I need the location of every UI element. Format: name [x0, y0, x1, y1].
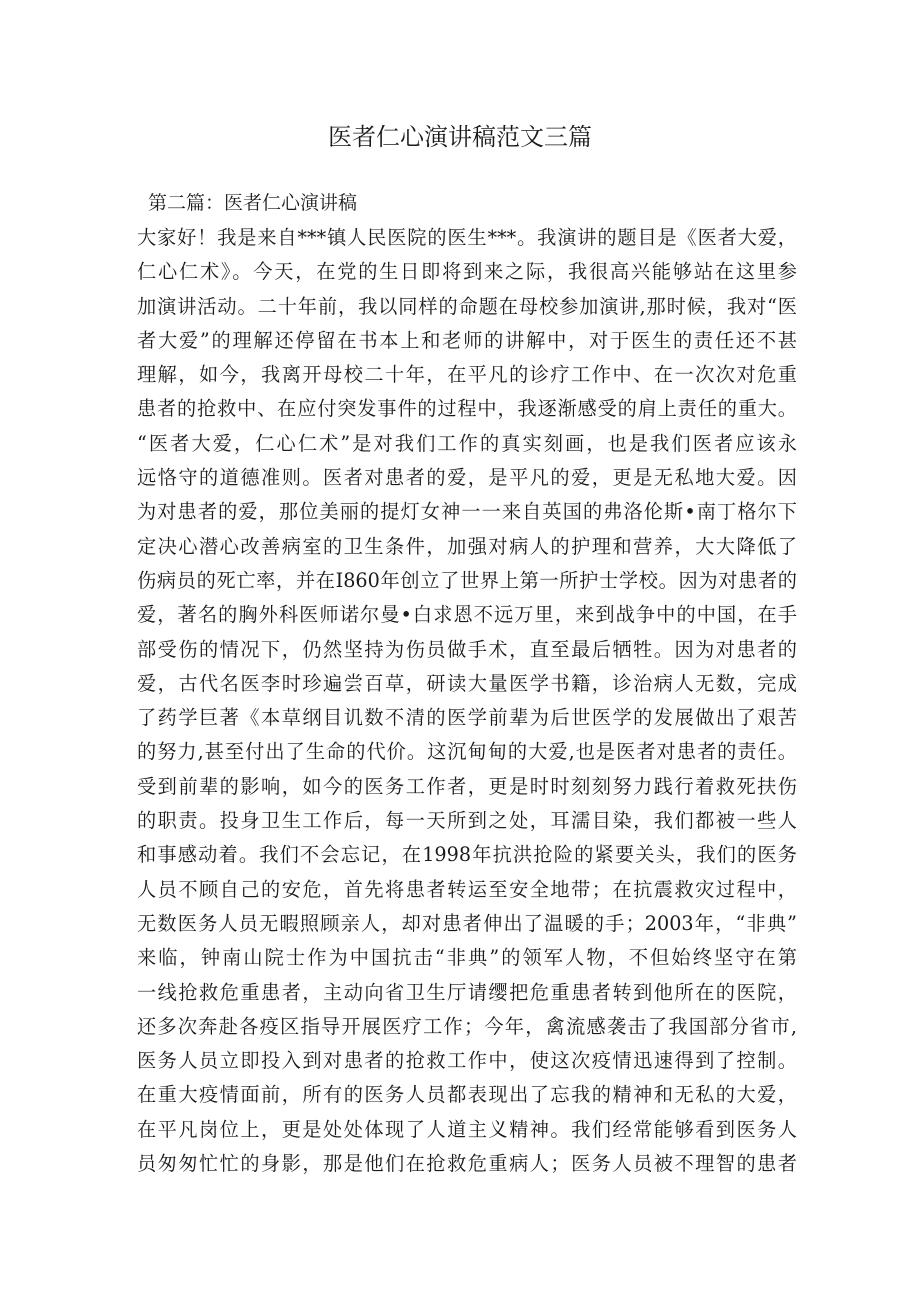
body-line: 在重大疫情面前，所有的医务人员都表现出了忘我的精神和无私的大爱， — [137, 1083, 797, 1107]
body-line: 受到前辈的影响，如今的医务工作者，更是时时刻刻努力践行着救死扶伤 — [137, 774, 797, 798]
body-line: 还多次奔赴各疫区指导开展医疗工作；今年，禽流感袭击了我国部分省市, — [137, 1014, 797, 1038]
body-line: 伤病员的死亡率，并在I860年创立了世界上第一所护士学校。因为对患者的 — [137, 568, 797, 592]
body-line: 的努力,甚至付出了生命的代价。这沉甸甸的大爱,也是医者对患者的责任。 — [137, 740, 797, 764]
body-line: 爱，古代名医李时珍遍尝百草，研读大量医学书籍，诊治病人无数，完成 — [137, 671, 797, 695]
body-line: 加演讲活动。二十年前，我以同样的命题在母校参加演讲,那时候，我对“医 — [137, 294, 797, 318]
body-line: 定决心潜心改善病室的卫生条件，加强对病人的护理和营养，大大降低了 — [137, 534, 797, 558]
body-line: 部受伤的情况下，仍然坚持为伤员做手术，直至最后牺牲。因为对患者的 — [137, 637, 797, 661]
body-line: 医务人员立即投入到对患者的抢救工作中，使这次疫情迅速得到了控制。 — [137, 1049, 797, 1073]
body-line: 患者的抢救中、在应付突发事件的过程中，我逐渐感受的肩上责任的重大。 — [137, 397, 797, 421]
body-line: 为对患者的爱，那位美丽的提灯女神一一来自英国的弗洛伦斯•南丁格尔下 — [137, 500, 797, 524]
body-line: 仁心仁术》。今天，在党的生日即将到来之际，我很高兴能够站在这里参 — [137, 260, 797, 284]
section-heading: 第二篇：医者仁心演讲稿 — [148, 192, 358, 214]
body-line: 者大爱”的理解还停留在书本上和老师的讲解中，对于医生的责任还不甚 — [137, 328, 797, 352]
document-body — [137, 221, 797, 1181]
body-line: 人员不顾自己的安危，首先将患者转运至安全地带；在抗震救灾过程中， — [137, 877, 797, 901]
body-line: 无数医务人员无暇照顾亲人，却对患者伸出了温暖的手；2003年，“非典” — [137, 911, 797, 935]
body-line: 了药学巨著《本草纲目讥数不清的医学前辈为后世医学的发展做出了艰苦 — [137, 706, 797, 730]
body-line: 的职责。投身卫生工作后，每一天所到之处，耳濡目染，我们都被一些人 — [137, 809, 797, 833]
body-line: 爱，著名的胸外科医师诺尔曼•白求恩不远万里，来到战争中的中国，在手 — [137, 603, 797, 627]
body-line: “医者大爱，仁心仁术”是对我们工作的真实刻画，也是我们医者应该永 — [137, 431, 797, 455]
body-line: 理解，如今，我离开母校二十年，在平凡的诊疗工作中、在一次次对危重 — [137, 363, 797, 387]
body-line: 一线抢救危重患者，主动向省卫生厅请缨把危重患者转到他所在的医院， — [137, 980, 797, 1004]
body-line: 和事感动着。我们不会忘记，在1998年抗洪抢险的紧要关头，我们的医务 — [137, 843, 797, 867]
body-line: 远恪守的道德准则。医者对患者的爱，是平凡的爱，更是无私地大爱。因 — [137, 466, 797, 490]
body-line: 大家好！我是来自***镇人民医院的医生***。我演讲的题目是《医者大爱， — [137, 226, 797, 249]
body-line: 在平凡岗位上，更是处处体现了人道主义精神。我们经常能够看到医务人 — [137, 1117, 797, 1141]
body-line: 来临，钟南山院士作为中国抗击“非典”的领军人物，不但始终坚守在第 — [137, 946, 797, 970]
body-line: 员匆匆忙忙的身影，那是他们在抢救危重病人；医务人员被不理智的患者 — [137, 1152, 797, 1176]
document-title: 医者仁心演讲稿范文三篇 — [328, 123, 592, 151]
